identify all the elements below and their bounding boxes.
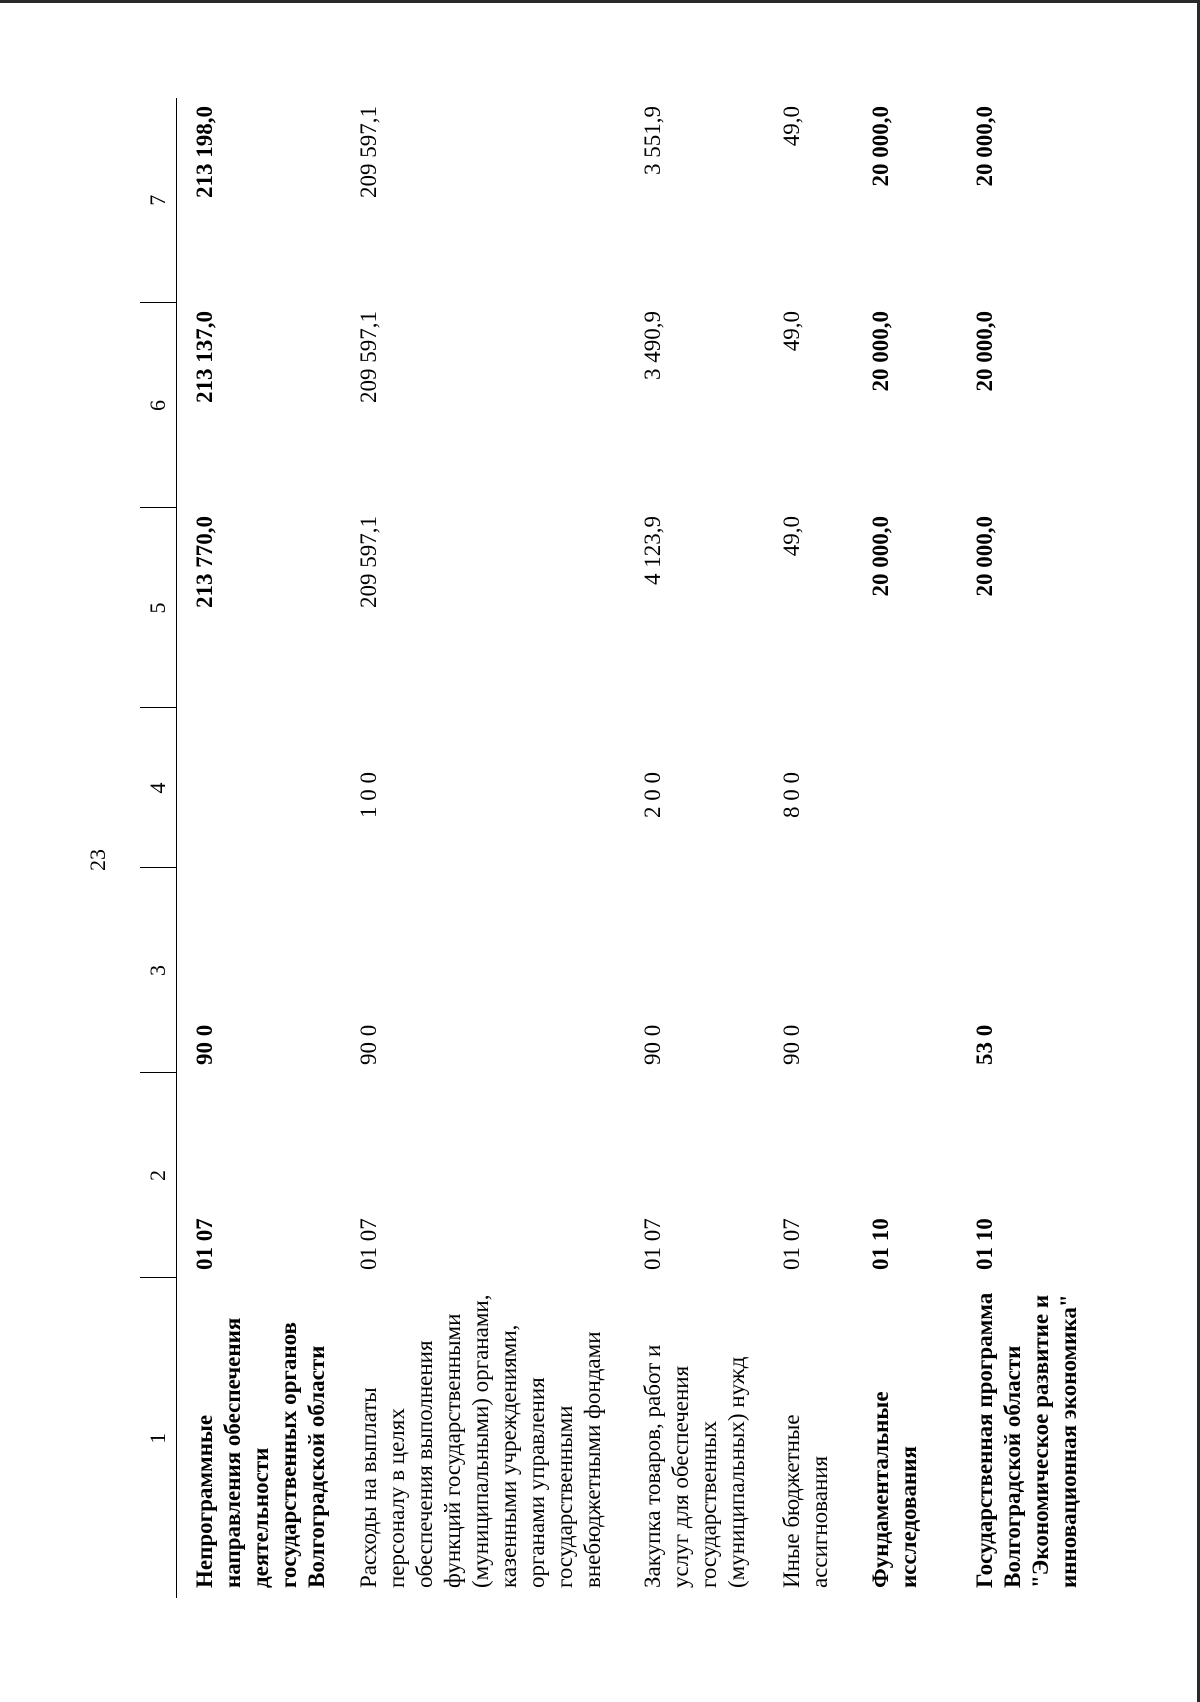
- row-value-6: 209 597,1: [356, 311, 381, 403]
- col-header-4: 4: [140, 708, 177, 868]
- row-section: 01 07: [640, 1218, 665, 1270]
- row-expense-type: 8 0 0: [779, 772, 804, 818]
- row-value-6: 213 137,0: [192, 311, 217, 403]
- row-value-5: 20 000,0: [972, 516, 997, 597]
- row-section: 01 07: [356, 1218, 381, 1270]
- row-section: 01 07: [779, 1218, 804, 1270]
- table-row: [177, 98, 342, 1598]
- table-row: [853, 98, 957, 1598]
- row-section: 01 07: [192, 1218, 217, 1270]
- budget-table: [140, 98, 1091, 1598]
- col-header-6: 6: [140, 303, 177, 508]
- table-row: [341, 98, 625, 1598]
- table-row: [957, 98, 1091, 1598]
- row-expense-type: 2 0 0: [640, 772, 665, 818]
- row-value-5: 20 000,0: [868, 516, 893, 597]
- row-expense-type: [957, 708, 1091, 868]
- row-value-6: 20 000,0: [868, 311, 893, 392]
- row-target: 90 0: [192, 1024, 217, 1065]
- col-header-7: 7: [140, 98, 177, 303]
- row-name: Расходы на выплаты персоналу в целях обеспечения выполнения функций государственными (муниципальными) органами, казенными учреждениями, органами управления государственными внебюджетными фондами: [356, 1294, 605, 1588]
- row-value-7: 20 000,0: [972, 106, 997, 187]
- row-value-7: 213 198,0: [192, 106, 217, 198]
- row-value-5: 4 123,9: [640, 516, 665, 585]
- row-value-7: 20 000,0: [868, 106, 893, 187]
- row-value-5: 213 770,0: [192, 516, 217, 608]
- row-target: [853, 868, 957, 1073]
- row-name: Закупка товаров, работ и услуг для обеспечения государственных (муниципальных) нужд: [640, 1344, 749, 1588]
- row-value-6: 3 490,9: [640, 311, 665, 380]
- row-target: 90 0: [640, 1024, 665, 1065]
- row-expense-type: [853, 708, 957, 868]
- col-header-5: 5: [140, 508, 177, 708]
- rotated-table-wrapper: [140, 98, 1081, 1598]
- row-value-7: 209 597,1: [356, 106, 381, 198]
- col-header-2: 2: [140, 1073, 177, 1278]
- row-value-5: 209 597,1: [356, 516, 381, 608]
- row-section: 01 10: [868, 1218, 893, 1270]
- row-expense-type: [177, 708, 342, 868]
- col-header-1: 1: [140, 1278, 177, 1598]
- row-value-6: 49,0: [779, 311, 804, 352]
- row-expense-type: 1 0 0: [356, 772, 381, 818]
- row-name: Иные бюджетные ассигнования: [779, 1414, 832, 1588]
- row-value-6: 20 000,0: [972, 311, 997, 392]
- scan-edge-top: [0, 0, 1200, 3]
- row-name: Фундаментальные исследования: [868, 1391, 921, 1588]
- row-name: Государственная программа Волгоградской области "Экономическое развитие и инновационная экономика": [972, 1292, 1081, 1588]
- page-number: [78, 835, 118, 885]
- header-row: [140, 98, 177, 1598]
- table-row: [764, 98, 853, 1598]
- table-row: [625, 98, 764, 1598]
- row-target: 90 0: [779, 1024, 804, 1065]
- col-header-3: 3: [140, 868, 177, 1073]
- row-target: 53 0: [972, 1024, 997, 1065]
- page-number-text: 23: [85, 849, 110, 871]
- row-value-7: 3 551,9: [640, 106, 665, 175]
- row-value-7: 49,0: [779, 106, 804, 147]
- row-name: Непрограммные направления обеспечения деятельности государственных органов Волгоградской области: [192, 1317, 329, 1588]
- row-section: 01 10: [972, 1218, 997, 1270]
- row-target: 90 0: [356, 1024, 381, 1065]
- row-value-5: 49,0: [779, 516, 804, 557]
